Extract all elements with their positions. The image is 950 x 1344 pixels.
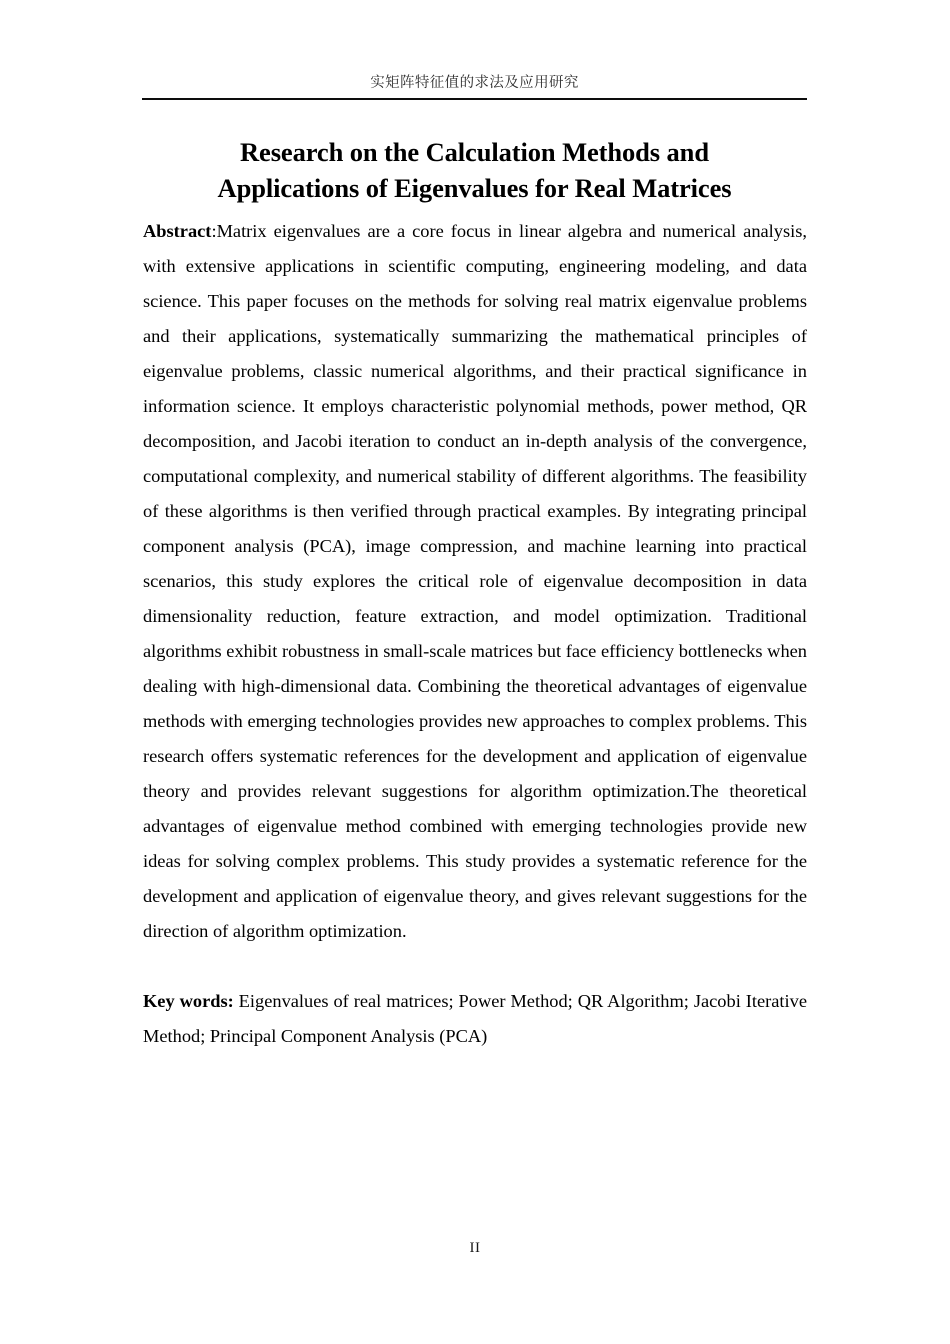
keywords-label: Key words:: [143, 991, 234, 1011]
page-title: [142, 134, 807, 207]
abstract-label: Abstract: [143, 221, 212, 241]
title-line-1: Research on the Calculation Methods and: [240, 136, 709, 167]
abstract-body: [143, 214, 807, 1054]
running-title: 实矩阵特征值的求法及应用研究: [370, 75, 579, 91]
abstract-text: Matrix eigenvalues are a core focus in linear algebra and numerical analysis, with extensive applications in scientific computing, engineering modeling, and data science. This paper focuses on the methods for solving real matrix eigenvalue problems and their applications, systematically summarizing the mathematical principles of eigenvalue problems, classic numerical algorithms, and their practical significance in information science. It employs characteristic polynomial methods, power method, QR decomposition, and Jacobi iteration to conduct an in-depth analysis of the convergence, computational complexity, and numerical stability of different algorithms. The feasibility of these algorithms is then verified through practical examples. By integrating principal component analysis (PCA), image compression, and machine learning into practical scenarios, this study explores the critical role of eigenvalue decomposition in data dimensionality reduction, feature extraction, and model optimization. Traditional algorithms exhibit robustness in small-scale matrices but face efficiency bottlenecks when dealing with high-dimensional data. Combining the theoretical advantages of eigenvalue methods with emerging technologies provides new approaches to complex problems. This research offers systematic references for the development and application of eigenvalue theory and provides relevant suggestions for algorithm optimization.The theoretical advantages of eigenvalue method combined with emerging technologies provide new ideas for solving complex problems. This study provides a systematic reference for the development and application of eigenvalue theory, and gives relevant suggestions for the direction of algorithm optimization.: [143, 221, 807, 941]
abstract-paragraph: [143, 214, 807, 949]
header-rule-divider: [142, 98, 807, 100]
page-number: II: [469, 1240, 481, 1256]
abstract-keywords-gap: [143, 949, 807, 984]
title-line-2: Applications of Eigenvalues for Real Matrices: [217, 173, 732, 204]
abstract-separator: :: [211, 221, 217, 241]
keywords-paragraph: [143, 984, 807, 1054]
keywords-text: Eigenvalues of real matrices; Power Method; QR Algorithm; Jacobi Iterative Method; Principal Component Analysis (PCA): [143, 991, 807, 1046]
page-header: [142, 74, 807, 100]
